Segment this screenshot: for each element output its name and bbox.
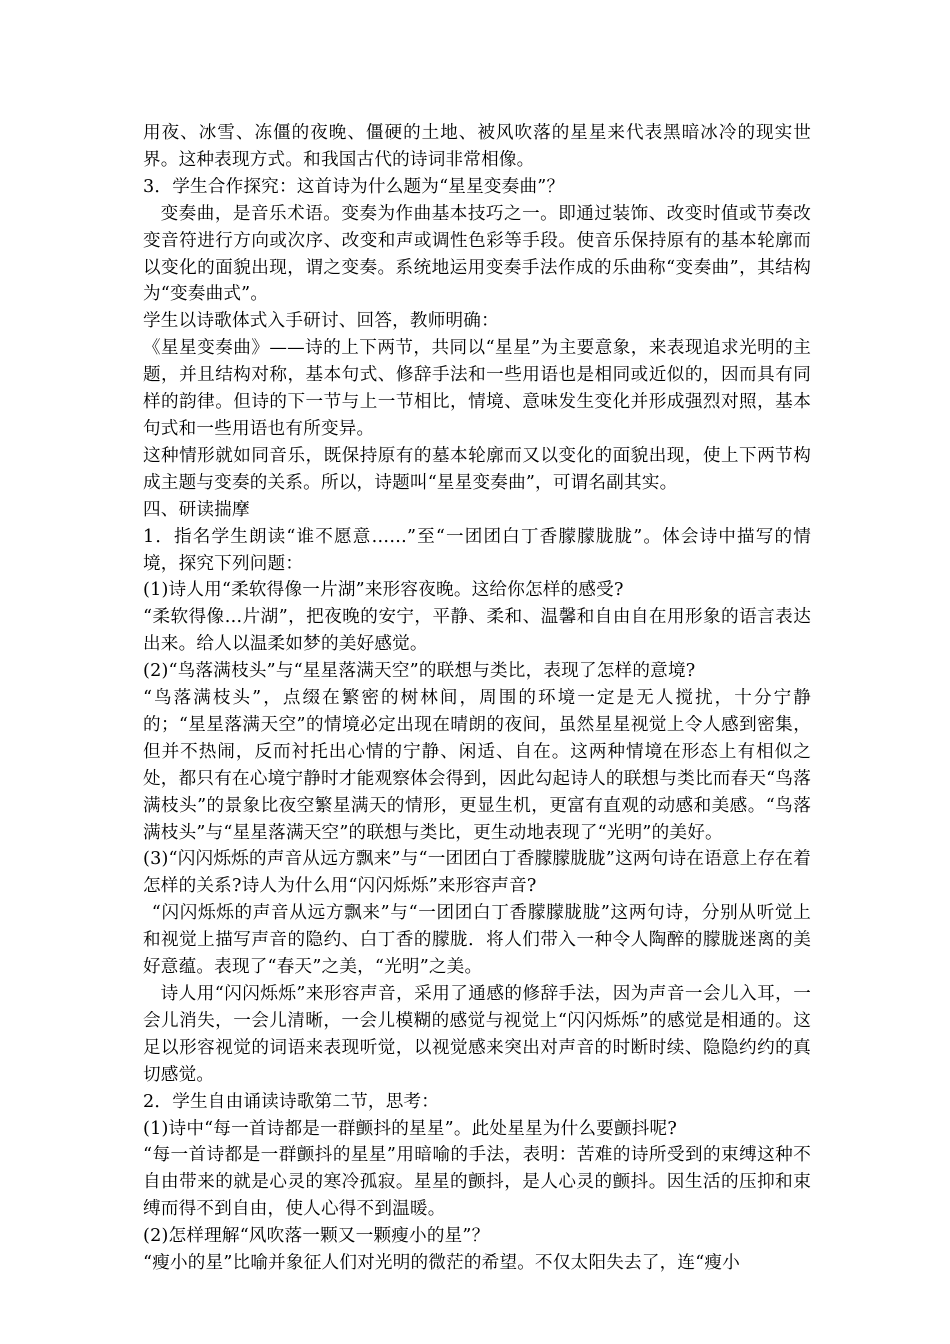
- answer-1-3-part2: 诗人用“闪闪烁烁”来形容声音，采用了通感的修辞手法，因为声音一会儿入耳，一会儿消失，一会儿清晰，一会儿模糊的感觉与视觉上“闪闪烁烁”的感觉是相通的。这足以形容视觉的词语来表现听觉，以视觉感来突出对声音的时断时续、隐隐约约的真切感觉。: [143, 984, 811, 1085]
- answer-1-1: “柔软得像…片湖”，把夜晚的安宁，平静、柔和、温馨和自由自在用形象的语言表达出来。给人以温柔如梦的美好感觉。: [143, 607, 811, 655]
- question-1-1: (1)诗人用“柔软得像一片湖”来形容夜晚。这给你怎样的感受?: [143, 580, 624, 601]
- paragraph-music-analogy: 这种情形就如同音乐，既保持原有的墓本轮廓而又以变化的面貌出现，使上下两节构成主题与变奏的关系。所以，诗题叫“星星变奏曲”，可谓名副其实。: [143, 445, 811, 493]
- answer-2-2: “瘦小的星”比喻并象征人们对光明的微茫的希望。不仅太阳失去了，连“瘦小: [143, 1253, 740, 1274]
- task-2-heading: 2．学生自由诵读诗歌第二节，思考：: [143, 1091, 440, 1112]
- paragraph-variation-definition: 变奏曲，是音乐术语。变奏为作曲基本技巧之一。即通过装饰、改变时值或节奏改变音符进行方向或次序、改变和声或调性色彩等手段。使音乐保持原有的基本轮廓而以变化的面貌出现，谓之变奏。系统地运用变奏手法作成的乐曲称“变奏曲”，其结构为“变奏曲式”。: [143, 203, 811, 305]
- paragraph-poem-structure: 《星星变奏曲》——诗的上下两节，共同以“星星”为主要意象，来表现追求光明的主题，并且结构对称，基本句式、修辞手法和一些用语也是相同或近似的，因而具有同样的韵律。但诗的下一节与上一节相比，情境、意味发生变化并形成强烈对照，基本句式和一些用语也有所变异。: [143, 338, 811, 439]
- section-heading-4: 四、研读揣摩: [143, 499, 250, 520]
- answer-2-1: “每一首诗都是一群颤抖的星星”用暗喻的手法，表明：苦难的诗所受到的束缚这种不自由带来的就是心灵的寒冷孤寂。星星的颤抖，是人心灵的颤抖。因生活的压抑和束缚而得不到自由，使人心得不到温暖。: [143, 1145, 811, 1220]
- question-1-2: (2)“鸟落满枝头”与“星星落满天空”的联想与类比，表现了怎样的意境?: [143, 661, 696, 682]
- paragraph-intro: 用夜、冰雪、冻僵的夜晚、僵硬的土地、被风吹落的星星来代表黑暗冰冷的现实世界。这种表现方式。和我国古代的诗词非常相像。: [143, 123, 811, 170]
- answer-1-2: “鸟落满枝头”，点缀在繁密的树林间，周围的环境一定是无人搅扰，十分宁静的；“星星落满天空”的情境必定出现在晴朗的夜间，虽然星星视觉上令人感到密集，但并不热闹，反而衬托出心情的宁静、闲适、自在。这两种情境在形态上有相似之处，都只有在心境宁静时才能观察体会得到，因此勾起诗人的联想与类比而春天“鸟落满枝头”的景象比夜空繁星满天的情形，更显生机，更富有直观的动感和美感。“鸟落满枝头”与“星星落满天空”的联想与类比，更生动地表现了“光明”的美好。: [143, 688, 811, 843]
- paragraph-teacher-clarify: 学生以诗歌体式入手研讨、回答，教师明确：: [143, 311, 499, 332]
- task-1-heading: 1．指名学生朗读“谁不愿意……”至“一团团白丁香朦朦胧胧”。体会诗中描写的情境，探究下列问题：: [143, 526, 811, 574]
- question-3-heading: 3．学生合作探究：这首诗为什么题为“星星变奏曲”？: [143, 176, 565, 197]
- document-body: [143, 120, 811, 1277]
- question-1-3: (3)“闪闪烁烁的声音从远方飘来”与“一团团白丁香朦朦胧胧”这两句诗在语意上存在着怎样的关系?诗人为什么用“闪闪烁烁”来形容声音?: [143, 849, 811, 897]
- question-2-2: (2)怎样理解“风吹落一颗又一颗瘦小的星”？: [143, 1226, 490, 1247]
- answer-1-3-part1: “闪闪烁烁的声音从远方飘来”与“一团团白丁香朦朦胧胧”这两句诗，分别从听觉上和视觉上描写声音的隐约、白丁香的朦胧．将人们带入一种令人陶醉的朦胧迷离的美好意蕴。表现了“春天”之美，“光明”之美。: [143, 903, 811, 978]
- question-2-1: (1)诗中“每一首诗都是一群颤抖的星星”。此处星星为什么要颤抖呢?: [143, 1118, 677, 1139]
